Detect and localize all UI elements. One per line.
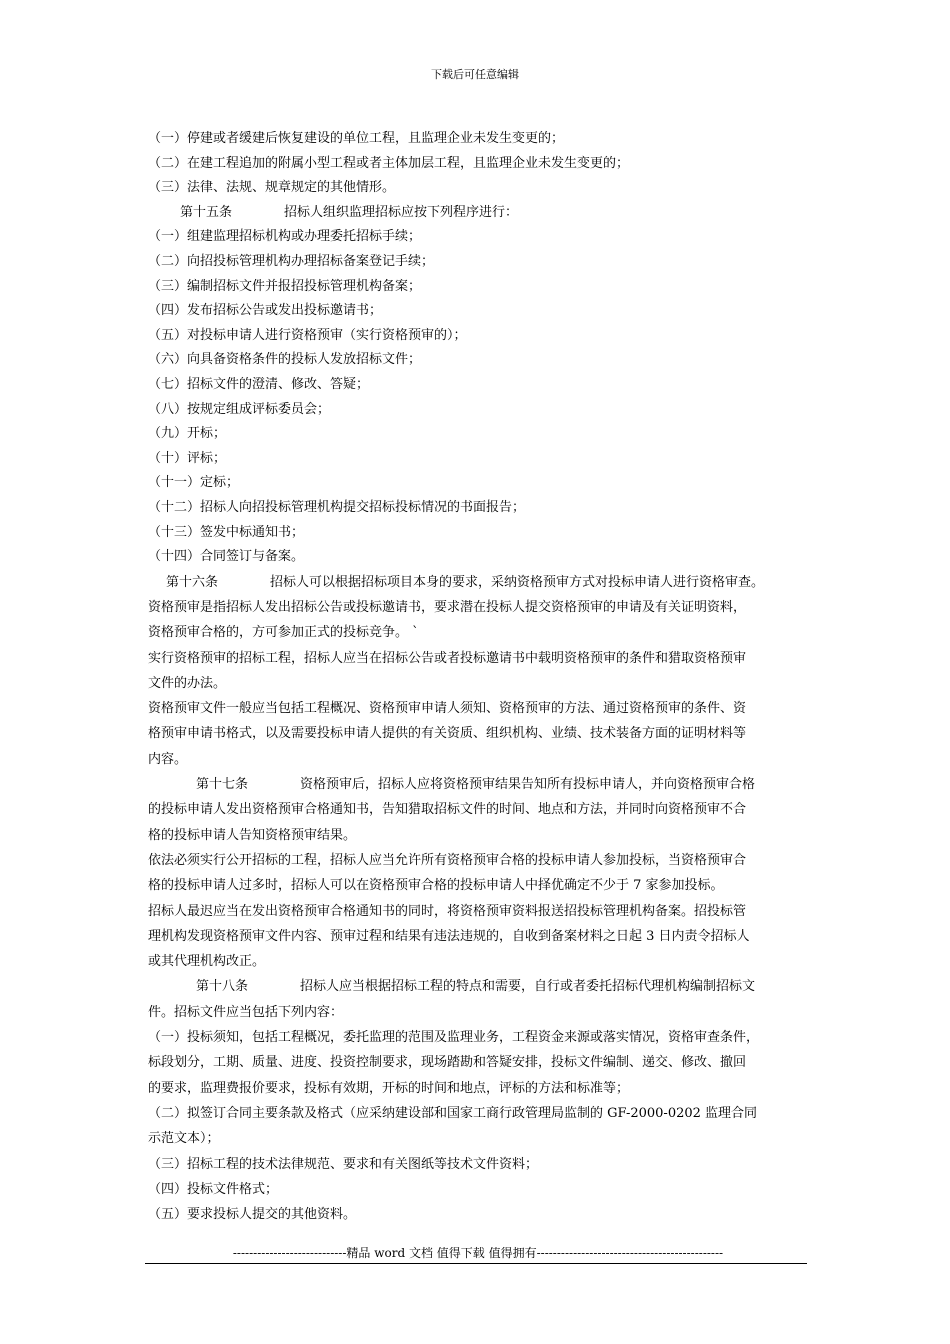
paragraph-line: 依法必须实行公开招标的工程，招标人应当允许所有资格预审合格的投标申请人参加投标，当资格预审合 [148,852,747,868]
document-body [148,127,808,1227]
page-header: 下载后可任意编辑 [431,68,519,81]
paragraph-line: 资格预审文件一般应当包括工程概况、资格预审申请人须知、资格预审的方法、通过资格预审的条件、资 [148,701,747,717]
procedure-step: （十一）定标； [148,475,240,491]
clause-line: （三）法律、法规、规章规定的其他情形。 [148,180,396,196]
content-item-line: （一）投标须知，包括工程概况，委托监理的范围及监理业务，工程资金来源或落实情况，资格审查条件， [148,1030,760,1046]
article-18 [148,974,808,1227]
paragraph-line: 件。招标文件应当包括下列内容： [148,1004,344,1020]
article-16-heading [148,570,808,595]
content-item-line: （二）拟签订合同主要条款及格式（应采纳建设部和国家工商行政管理局监制的 GF-2000-0202 监理合同 [148,1105,758,1121]
article-16 [148,570,808,772]
procedure-step: （十）评标； [148,450,227,466]
paragraph-line: 格的投标申请人过多时，招标人可以在资格预审合格的投标申请人中择优确定不少于 7 家参加投标。 [148,878,724,894]
paragraph-line: 招标人最迟应当在发出资格预审合格通知书的同时，将资格预审资料报送招投标管理机构备案。招投标管 [148,903,747,919]
procedure-step: （十三）签发中标通知书； [148,524,305,540]
procedure-step: （六）向具备资格条件的投标人发放招标文件； [148,352,422,368]
paragraph-line: 内容。 [148,751,188,767]
paragraph-line: 文件的办法。 [148,675,227,691]
article-17-heading [148,772,808,797]
content-item-line: 示范文本）； [148,1131,220,1147]
article-15-heading [148,201,808,226]
paragraph-line: 格预审申请书格式，以及需要投标申请人提供的有关资质、组织机构、业绩、技术装备方面的证明材料等 [148,726,747,742]
article-17-title: 第十七条 [196,777,249,793]
article-16-title: 第十六条 [166,574,219,590]
procedure-step: （一）组建监理招标机构或办理委托招标手续； [148,229,422,245]
paragraph-line: 实行资格预审的招标工程，招标人应当在招标公告或者投标邀请书中载明资格预审的条件和猎取资格预审 [148,650,747,666]
clause-line: （二）在建工程追加的附属小型工程或者主体加层工程，且监理企业未发生变更的； [148,155,630,171]
article-17-text: 资格预审后，招标人应将资格预审结果告知所有投标申请人，并向资格预审合格 [300,777,756,793]
content-item-line: （四）投标文件格式； [148,1181,279,1197]
paragraph-line: 资格预审是指招标人发出招标公告或投标邀请书，要求潜在投标人提交资格预审的申请及有关证明资料， [148,599,747,615]
article-18-text: 招标人应当根据招标工程的特点和需要，自行或者委托招标代理机构编制招标文 [300,979,756,995]
procedure-step: （八）按规定组成评标委员会； [148,401,331,417]
article-15-text: 招标人组织监理招标应按下列程序进行： [284,204,519,220]
footer-rule [145,1263,807,1264]
procedure-step: （十四）合同签订与备案。 [148,549,305,565]
content-item-line: （三）招标工程的技术法律规范、要求和有关图纸等技术文件资料； [148,1156,539,1172]
article-18-title: 第十八条 [196,979,249,995]
procedure-step: （十二）招标人向招投标管理机构提交招标投标情况的书面报告； [148,499,526,515]
page-footer: ----------------------------精品 word 文档 值得下载 值得拥有---------------------------------------------- [232,1246,724,1260]
content-item-line: 标段划分，工期、质量、进度、投资控制要求，现场踏勘和答疑安排，投标文件编制、递交、修改、撤回 [148,1055,747,1071]
paragraph-line: 或其代理机构改正。 [148,954,266,970]
procedure-step: （九）开标； [148,426,227,442]
procedure-step: （四）发布招标公告或发出投标邀请书； [148,303,383,319]
paragraph-line: 理机构发现资格预审文件内容、预审过程和结果有违法违规的，自收到备案材料之日起 3 日内责令招标人 [148,928,750,944]
article-16-text: 招标人可以根据招标项目本身的要求，采纳资格预审方式对投标申请人进行资格审查。 [270,574,765,590]
article-17 [148,772,808,974]
article-15-title: 第十五条 [180,204,233,220]
paragraph-line: 格的投标申请人告知资格预审结果。 [148,827,357,843]
paragraph-line: 资格预审合格的，方可参加正式的投标竞争。 ` [148,625,419,641]
article-18-heading [148,974,808,999]
paragraph-line: 的投标申请人发出资格预审合格通知书，告知猎取招标文件的时间、地点和方法，并同时向资格预审不合 [148,802,747,818]
procedure-step: （七）招标文件的澄清、修改、答疑； [148,376,370,392]
procedure-step: （三）编制招标文件并报招投标管理机构备案； [148,278,422,294]
procedure-step: （五）对投标申请人进行资格预审（实行资格预审的）； [148,327,467,343]
content-item-line: （五）要求投标人提交的其他资料。 [148,1207,357,1223]
procedure-step: （二）向招投标管理机构办理招标备案登记手续； [148,253,435,269]
clause-line: （一）停建或者缓建后恢复建设的单位工程，且监理企业未发生变更的； [148,131,565,146]
content-item-line: 的要求，监理费报价要求，投标有效期，开标的时间和地点，评标的方法和标准等； [148,1080,630,1096]
